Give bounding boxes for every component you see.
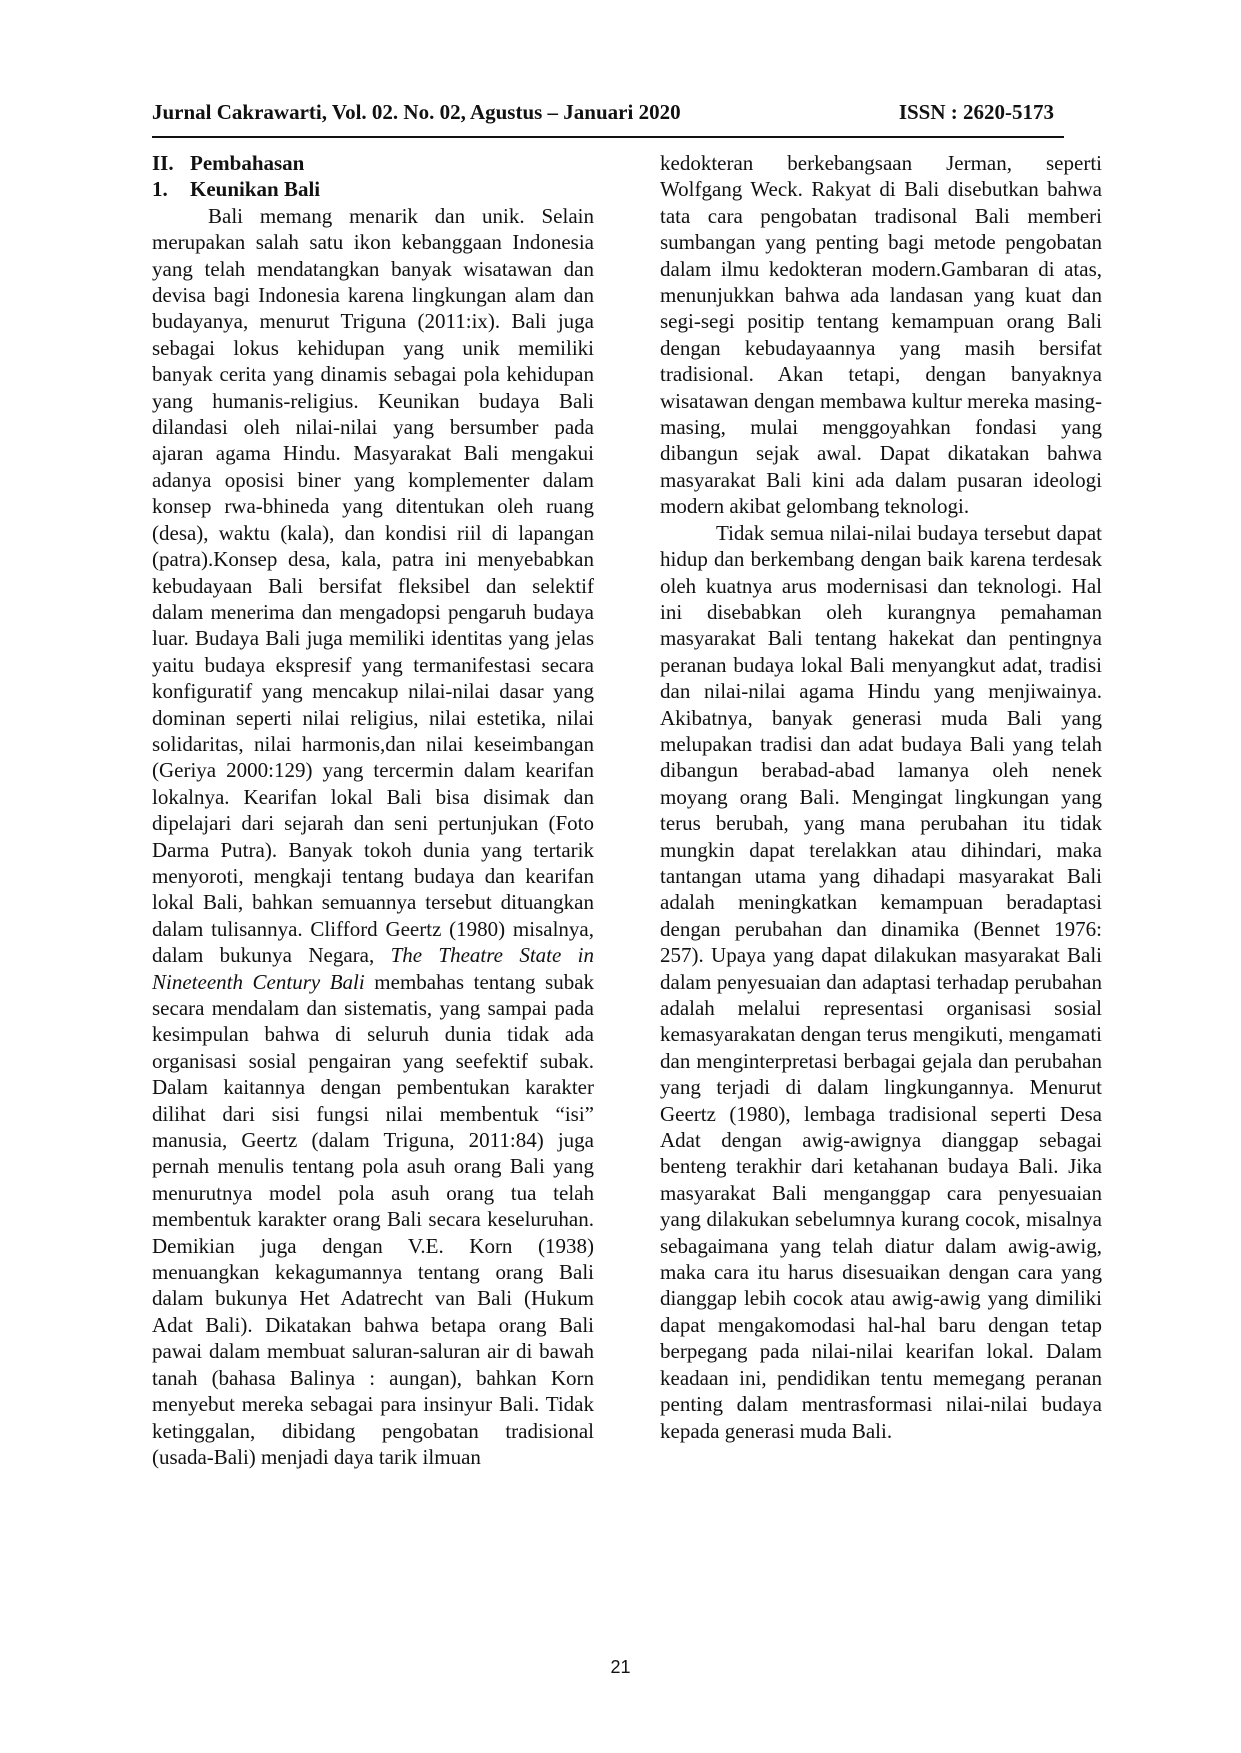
running-header <box>152 100 1064 138</box>
left-column <box>152 150 594 1470</box>
issn: ISSN : 2620-5173 <box>898 100 1054 124</box>
subsection-title: Keunikan Bali <box>190 177 321 202</box>
paragraph-text: Bali memang menarik dan unik. Selain merupakan salah satu ikon kebanggaan Indonesia yang telah mendatangkan banyak wisatawan dan devisa bagi Indonesia karena lingkungan alam dan budayanya, menurut Triguna (2011:ix). Bali juga sebagai lokus kehidupan yang unik memiliki banyak cerita yang dinamis sebagai pola kehidupan yang humanis-religius. Keunikan budaya Bali dilandasi oleh nilai-nilai yang bersumber pada ajaran agama Hindu. Masyarakat Bali mengakui adanya oposisi biner yang komplementer dalam konsep rwa-bhineda yang ditentukan oleh ruang (desa), waktu (kala), dan kondisi riil di lapangan (patra).Konsep desa, kala, patra ini menyebabkan kebudayaan Bali bersifat fleksibel dan selektif dalam menerima dan mengadopsi pengaruh budaya luar. Budaya Bali juga memiliki identitas yang jelas yaitu budaya ekspresif yang termanifestasi secara konfiguratif yang mencakup nilai-nilai dasar yang dominan seperti nilai religius, nilai estetika, nilai solidaritas, nilai harmonis,dan nilai keseimbangan (Geriya 2000:129) yang tercermin dalam kearifan lokalnya. Kearifan lokal Bali bisa disimak dan dipelajari dari sejarah dan seni pertunjukan (Foto Darma Putra). Banyak tokoh dunia yang tertarik menyoroti, mengkaji tentang budaya dan kearifan lokal Bali, bahkan semuannya tersebut dituangkan dalam tulisannya. Clifford Geertz (1980) misalnya, dalam bukunya Negara, <box>152 203 594 968</box>
paragraph-text: membahas tentang subak secara mendalam dan sistematis, yang sampai pada kesimpulan bahwa di seluruh dunia tidak ada organisasi sosial pengairan yang seefektif subak. Dalam kaitannya dengan pembentukan karakter dilihat dari sisi fungsi nilai membentuk “isi” manusia, Geertz (dalam Triguna, 2011:84) juga pernah menulis tentang pola asuh orang Bali yang menurutnya model pola asuh orang tua telah membentuk karakter orang Bali secara keseluruhan. Demikian juga dengan V.E. Korn (1938) menuangkan kekagumannya tentang orang Bali dalam bukunya Het Adatrecht van Bali (Hukum Adat Bali). Dikatakan bahwa betapa orang Bali pawai dalam membuat saluran-saluran air di bawah tanah (bahasa Balinya : aungan), bahkan Korn menyebut mereka sebagai para insinyur Bali. Tidak ketinggalan, dibidang pengobatan tradisional (usada-Bali) menjadi daya tarik ilmuan <box>152 969 595 1469</box>
paragraph <box>152 203 594 1471</box>
section-number: II. <box>152 151 174 175</box>
section-heading <box>152 150 594 176</box>
section-title: Pembahasan <box>190 151 305 175</box>
book-title: The Theatre State in Nineteenth Century Bali <box>152 943 595 994</box>
subsection-number: 1. <box>152 177 168 202</box>
right-column <box>660 150 1102 1444</box>
paragraph: Tidak semua nilai-nilai budaya tersebut dapat hidup dan berkembang dengan baik karena terdesak oleh kuatnya arus modernisasi dan teknologi. Hal ini disebabkan oleh kurangnya pemahaman masyarakat Bali tentang hakekat dan pentingnya peranan budaya lokal Bali menyangkut adat, tradisi dan nilai-nilai agama Hindu yang menjiwainya. Akibatnya, banyak generasi muda Bali yang melupakan tradisi dan adat budaya Bali yang telah dibangun berabad-abad lamanya oleh nenek moyang orang Bali. Mengingat lingkungan yang terus berubah, yang mana perubahan itu tidak mungkin dapat terelakkan atau dihindari, maka tantangan utama yang dihadapi masyarakat Bali adalah meningkatkan kemampuan beradaptasi dengan perubahan dan dinamika (Bennet 1976: 257). Upaya yang dapat dilakukan masyarakat Bali dalam penyesuaian dan adaptasi terhadap perubahan adalah melalui representasi organisasi sosial kemasyarakatan dengan terus mengikuti, mengamati dan menginterpretasi berbagai gejala dan perubahan yang terjadi di dalam lingkungannya. Menurut Geertz (1980), lembaga tradisional seperti Desa Adat dengan awig-awignya dianggap sebagai benteng terakhir dari ketahanan budaya Bali. Jika masyarakat Bali menganggap cara penyesuaian yang dilakukan sebelumnya kurang cocok, misalnya sebagaimana yang telah diatur dalam awig-awig, maka cara itu harus disesuaikan dengan cara yang dianggap lebih cocok atau awig-awig yang dimiliki dapat mengakomodasi hal-hal baru dengan tetap berpegang pada nilai-nilai kearifan lokal. Dalam keadaan ini, pendidikan tentu memegang peranan penting dalam mentrasformasi nilai-nilai budaya kepada generasi muda Bali. <box>660 520 1102 1443</box>
page-number: 21 <box>610 1657 631 1677</box>
paragraph: kedokteran berkebangsaan Jerman, seperti Wolfgang Weck. Rakyat di Bali disebutkan bahwa tata cara pengobatan tradisonal Bali memberi sumbangan yang penting bagi metode pengobatan dalam ilmu kedokteran modern.Gambaran di atas, menunjukkan bahwa ada landasan yang kuat dan segi-segi positip tentang kemampuan orang Bali dengan kebudayaannya yang masih bersifat tradisional. Akan tetapi, dengan banyaknya wisatawan dengan membawa kultur mereka masing-masing, mulai menggoyahkan fondasi yang dibangun sejak awal. Dapat dikatakan bahwa masyarakat Bali kini ada dalam pusaran ideologi modern akibat gelombang teknologi. <box>660 151 1102 519</box>
subsection-heading <box>152 176 594 202</box>
journal-title: Jurnal Cakrawarti, Vol. 02. No. 02, Agustus – Januari 2020 <box>152 100 681 124</box>
